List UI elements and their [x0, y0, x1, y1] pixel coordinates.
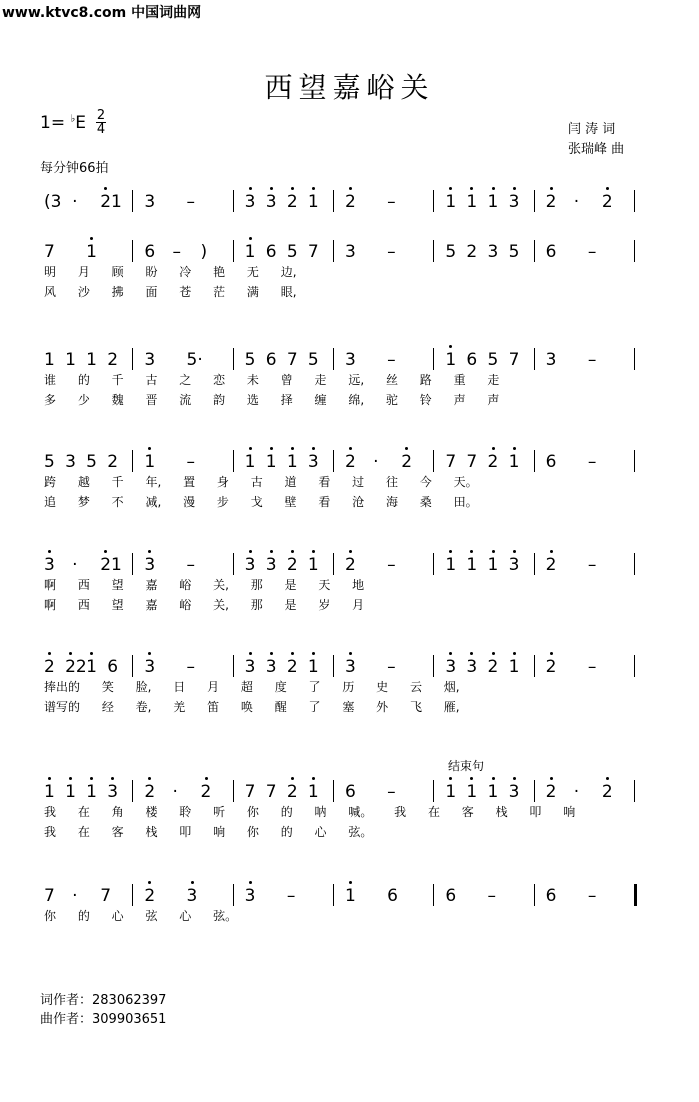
- octave-dot: [349, 881, 352, 884]
- lyric-line: 你 的 心 弦 心 弦。: [44, 909, 238, 923]
- note: 3: [345, 657, 356, 677]
- dash: –: [587, 452, 597, 472]
- note: 6: [265, 350, 277, 370]
- note: 1: [244, 452, 256, 472]
- note: 1: [345, 886, 356, 906]
- octave-dot: [513, 187, 516, 190]
- note: 5: [44, 452, 55, 472]
- barline: [433, 348, 434, 370]
- barline: [433, 553, 434, 575]
- note: 1: [86, 350, 97, 370]
- barline: [534, 450, 535, 472]
- dash: –: [587, 886, 597, 906]
- octave-dot: [513, 652, 516, 655]
- lyric-line: 啊 西 望 嘉 峪 关, 那 是 天 地: [44, 578, 365, 592]
- barline: [233, 348, 234, 370]
- note: 6: [445, 886, 457, 906]
- barline: [233, 190, 234, 212]
- note: 3: [487, 242, 499, 262]
- lyricist-id: 词作者：283062397: [40, 993, 167, 1008]
- octave-dot: [249, 237, 252, 240]
- barline: [433, 655, 434, 677]
- lyric-line: 啊 西 望 嘉 峪 关, 那 是 岁 月: [44, 598, 365, 612]
- note: 7: [44, 242, 55, 262]
- note: 1: [487, 555, 499, 575]
- note: 1: [466, 782, 478, 802]
- octave-dot: [291, 777, 294, 780]
- octave-dot: [48, 777, 51, 780]
- dot-mark: ·: [72, 886, 78, 906]
- octave-dot: [550, 652, 553, 655]
- lyric-line: 谁 的 千 古 之 恋 未 曾 走 远, 丝 路 重 走: [44, 373, 500, 387]
- key-note: E: [75, 113, 86, 133]
- note: 1: [86, 242, 97, 262]
- note: 2: [286, 192, 298, 212]
- octave-dot: [492, 777, 495, 780]
- note: 2: [545, 555, 557, 575]
- octave-dot: [470, 652, 473, 655]
- composer-id: 曲作者：309903651: [40, 1012, 167, 1027]
- octave-dot: [470, 777, 473, 780]
- note: 3: [144, 555, 156, 575]
- score-row: [0, 780, 699, 806]
- dash: –: [387, 242, 396, 262]
- note: 3: [65, 452, 76, 472]
- note: 1: [445, 350, 457, 370]
- barline: [333, 884, 334, 906]
- note: 1: [65, 350, 76, 370]
- note: 7: [466, 452, 478, 472]
- barline: [634, 655, 635, 677]
- barline: [534, 240, 535, 262]
- barline: [534, 348, 535, 370]
- note: 6: [545, 886, 557, 906]
- note: 3: [345, 350, 356, 370]
- barline: [132, 884, 133, 906]
- key-flat: ♭: [70, 113, 76, 125]
- dot-mark: ·: [573, 192, 580, 212]
- note: 6: [265, 242, 277, 262]
- octave-dot: [449, 187, 452, 190]
- note: 3: [244, 192, 256, 212]
- note: 5: [244, 350, 256, 370]
- barline: [233, 655, 234, 677]
- tempo-marking: 每分钟66拍: [40, 161, 109, 176]
- note: 1: [487, 782, 499, 802]
- note: 2: [401, 452, 413, 472]
- dash: –: [172, 242, 181, 262]
- octave-dot: [148, 652, 151, 655]
- octave-dot: [249, 652, 252, 655]
- note: 1: [466, 555, 478, 575]
- octave-dot: [513, 777, 516, 780]
- barline: [333, 553, 334, 575]
- note: 6: [144, 242, 156, 262]
- note: 2: [487, 657, 499, 677]
- barline: [634, 190, 635, 212]
- note: 3: [107, 782, 119, 802]
- score-row: [0, 450, 699, 476]
- barline: [634, 450, 635, 472]
- barline: [132, 553, 133, 575]
- note: 1: [307, 657, 319, 677]
- note: 1: [86, 782, 97, 802]
- note: 2: [286, 555, 298, 575]
- barline: [333, 780, 334, 802]
- dot-mark: ·: [172, 782, 178, 802]
- octave-dot: [191, 881, 194, 884]
- dot-mark: ·: [72, 555, 78, 575]
- note: 2: [286, 657, 298, 677]
- dash: –: [387, 350, 396, 370]
- octave-dot: [449, 652, 452, 655]
- note: 1: [445, 555, 457, 575]
- octave-dot: [312, 447, 315, 450]
- note: 1: [466, 192, 478, 212]
- note: 3: [144, 657, 156, 677]
- score-row: [0, 553, 699, 579]
- barline: [634, 348, 635, 370]
- octave-dot: [349, 550, 352, 553]
- barline: [132, 190, 133, 212]
- octave-dot: [90, 777, 93, 780]
- octave-dot: [449, 777, 452, 780]
- note: 7: [244, 782, 256, 802]
- barline: [634, 553, 635, 575]
- note: 6: [387, 886, 398, 906]
- octave-dot: [349, 447, 352, 450]
- octave-dot: [249, 550, 252, 553]
- octave-dot: [205, 777, 208, 780]
- barline: [132, 780, 133, 802]
- octave-dot: [111, 777, 114, 780]
- note: 21: [100, 555, 122, 575]
- dash: –: [186, 555, 195, 575]
- composer-credit: 张瑞峰 曲: [568, 142, 625, 157]
- barline: [132, 240, 133, 262]
- octave-dot: [249, 881, 252, 884]
- note: 3: [244, 657, 256, 677]
- note: 3: [545, 350, 557, 370]
- octave-dot: [492, 652, 495, 655]
- octave-dot: [48, 550, 51, 553]
- barline: [433, 450, 434, 472]
- octave-dot: [349, 187, 352, 190]
- octave-dot: [405, 447, 408, 450]
- octave-dot: [104, 187, 107, 190]
- note: 6: [545, 452, 557, 472]
- note: 3: [186, 886, 198, 906]
- note: 5: [307, 350, 319, 370]
- note: 3: [508, 782, 520, 802]
- note: 1: [445, 782, 457, 802]
- dot-mark: ·: [72, 192, 78, 212]
- note: 5·: [186, 350, 203, 370]
- note: 1: [307, 192, 319, 212]
- repeat-barline: [433, 780, 434, 802]
- octave-dot: [270, 652, 273, 655]
- note: 5: [286, 242, 298, 262]
- note: 1: [508, 657, 520, 677]
- octave-dot: [48, 652, 51, 655]
- octave-dot: [312, 550, 315, 553]
- note: 7: [100, 886, 112, 906]
- octave-dot: [606, 777, 609, 780]
- barline: [634, 780, 635, 802]
- octave-dot: [550, 187, 553, 190]
- note: 7: [307, 242, 319, 262]
- dash: –: [587, 657, 597, 677]
- note: 5: [508, 242, 520, 262]
- lyric-line: 风 沙 拂 面 苍 茫 满 眼,: [44, 285, 297, 299]
- lyric-line: 追 梦 不 减, 漫 步 戈 壁 看 沧 海 桑 田。: [44, 495, 478, 509]
- octave-dot: [291, 187, 294, 190]
- score-row: [0, 190, 699, 216]
- note: 2: [601, 192, 613, 212]
- note: 3: [244, 555, 256, 575]
- octave-dot: [90, 652, 93, 655]
- note: 3: [44, 555, 55, 575]
- note: 3: [144, 350, 156, 370]
- lyric-line: 我 在 客 栈 叩 响 你 的 心 弦。: [44, 825, 373, 839]
- barline: [534, 884, 535, 906]
- note: 6: [345, 782, 356, 802]
- octave-dot: [148, 881, 151, 884]
- octave-dot: [513, 550, 516, 553]
- dash: –: [387, 192, 396, 212]
- dot-mark: ·: [373, 452, 379, 472]
- octave-dot: [470, 187, 473, 190]
- score-row: [0, 884, 699, 910]
- barline: [534, 190, 535, 212]
- octave-dot: [249, 187, 252, 190]
- dash: –: [186, 192, 195, 212]
- note: 3: [508, 555, 520, 575]
- lyric-line: 多 少 魏 晋 流 韵 选 择 缠 绵, 驼 铃 声 声: [44, 393, 500, 407]
- note: 3: [265, 555, 277, 575]
- barline: [233, 780, 234, 802]
- barline: [132, 450, 133, 472]
- dash: –: [387, 657, 396, 677]
- octave-dot: [550, 777, 553, 780]
- note: 7: [508, 350, 520, 370]
- note: 5: [487, 350, 499, 370]
- barline: [534, 655, 535, 677]
- barline: [333, 240, 334, 262]
- octave-dot: [492, 550, 495, 553]
- note: 7: [265, 782, 277, 802]
- octave-dot: [513, 447, 516, 450]
- note: 3: [508, 192, 520, 212]
- note: 7: [286, 350, 298, 370]
- note: 2: [200, 782, 212, 802]
- octave-dot: [312, 187, 315, 190]
- note: 3: [144, 192, 156, 212]
- dash: –: [387, 782, 396, 802]
- octave-dot: [492, 447, 495, 450]
- octave-dot: [270, 447, 273, 450]
- octave-dot: [148, 777, 151, 780]
- note: 1: [307, 555, 319, 575]
- barline: [233, 450, 234, 472]
- barline: [433, 190, 434, 212]
- note: 1: [144, 452, 156, 472]
- octave-dot: [148, 447, 151, 450]
- octave-dot: [104, 550, 107, 553]
- note: 1: [44, 350, 55, 370]
- octave-dot: [449, 550, 452, 553]
- octave-dot: [550, 550, 553, 553]
- octave-dot: [606, 187, 609, 190]
- lyric-line: 谱写的 经 卷, 羌 笛 唤 醒 了 塞 外 飞 雁,: [44, 700, 460, 714]
- barline: [233, 240, 234, 262]
- note: 21: [100, 192, 122, 212]
- lyric-line: 跨 越 千 年, 置 身 古 道 看 过 往 今 天。: [44, 475, 478, 489]
- octave-dot: [349, 652, 352, 655]
- note: 5: [86, 452, 97, 472]
- note: 1: [86, 657, 97, 677]
- note: 6: [545, 242, 557, 262]
- octave-dot: [270, 550, 273, 553]
- octave-dot: [312, 777, 315, 780]
- note: 2: [345, 452, 356, 472]
- time-sig-bottom: 4: [96, 122, 106, 137]
- octave-dot: [291, 652, 294, 655]
- dash: –: [286, 886, 296, 906]
- key-prefix: 1=: [40, 113, 66, 133]
- lyric-line: 捧出的 笑 脸, 日 月 超 度 了 历 史 云 烟,: [44, 680, 460, 694]
- barline: [534, 780, 535, 802]
- barline: [132, 655, 133, 677]
- note: 2: [345, 192, 356, 212]
- dash: –: [587, 555, 597, 575]
- dash: –: [186, 452, 195, 472]
- octave-dot: [148, 550, 151, 553]
- octave-dot: [69, 777, 72, 780]
- note: 3: [345, 242, 356, 262]
- final-barline: [634, 884, 637, 906]
- dash: –: [587, 242, 597, 262]
- note: 1: [244, 242, 256, 262]
- note: 2: [144, 782, 156, 802]
- time-signature: [96, 110, 106, 135]
- lyric-line: 明 月 顾 盼 冷 艳 无 边,: [44, 265, 297, 279]
- note: 1: [487, 192, 499, 212]
- note: 1: [65, 782, 76, 802]
- octave-dot: [249, 447, 252, 450]
- note: (3: [44, 192, 62, 212]
- note: 3: [265, 657, 277, 677]
- note: 2: [144, 886, 156, 906]
- note: 3: [244, 886, 256, 906]
- barline: [634, 240, 635, 262]
- website-header[interactable]: www.ktvc8.com 中国词曲网: [2, 5, 202, 21]
- note: 1: [445, 192, 457, 212]
- note: 2: [466, 242, 478, 262]
- dash: –: [587, 350, 597, 370]
- octave-dot: [449, 345, 452, 348]
- lyricist-credit: 闫 涛 词: [568, 122, 616, 137]
- dash: –: [186, 657, 195, 677]
- note: 1: [286, 452, 298, 472]
- barline: [433, 884, 434, 906]
- score-row: [0, 240, 699, 266]
- note: 2: [345, 555, 356, 575]
- barline: [333, 450, 334, 472]
- note: 6: [466, 350, 478, 370]
- octave-dot: [291, 550, 294, 553]
- note: 3: [307, 452, 319, 472]
- octave-dot: [270, 187, 273, 190]
- note: 3: [445, 657, 457, 677]
- dash: –: [387, 555, 396, 575]
- note: 1: [44, 782, 55, 802]
- note: 22: [65, 657, 87, 677]
- note: 2: [107, 452, 119, 472]
- note: 2: [286, 782, 298, 802]
- note: 2: [44, 657, 55, 677]
- time-sig-top: 2: [96, 108, 106, 123]
- score-row: [0, 348, 699, 374]
- note: 2: [107, 350, 119, 370]
- barline: [333, 655, 334, 677]
- note: 2: [545, 782, 557, 802]
- score-row: [0, 655, 699, 681]
- lyric-line: 我 在 角 楼 聆 听 你 的 呐 喊。 我 在 客 栈 叩 响: [44, 805, 576, 819]
- barline: [433, 240, 434, 262]
- dash: –: [487, 886, 496, 906]
- octave-dot: [90, 237, 93, 240]
- note: 2: [601, 782, 613, 802]
- barline: [333, 190, 334, 212]
- dot-mark: ·: [573, 782, 580, 802]
- octave-dot: [470, 550, 473, 553]
- note: 3: [466, 657, 478, 677]
- note: 1: [265, 452, 277, 472]
- barline: [132, 348, 133, 370]
- octave-dot: [492, 187, 495, 190]
- note: 3: [265, 192, 277, 212]
- barline: [333, 348, 334, 370]
- barline: [534, 553, 535, 575]
- note: 7: [445, 452, 457, 472]
- note: 1: [307, 782, 319, 802]
- note: 7: [44, 886, 55, 906]
- barline: [233, 553, 234, 575]
- note: 2: [487, 452, 499, 472]
- note: 1: [508, 452, 520, 472]
- key-signature: [40, 113, 86, 133]
- note: 6: [107, 657, 119, 677]
- page-title: 西望嘉峪关: [264, 71, 435, 104]
- note: 2: [545, 657, 557, 677]
- note: 2: [545, 192, 557, 212]
- octave-dot: [291, 447, 294, 450]
- octave-dot: [69, 652, 72, 655]
- note: ): [200, 242, 208, 262]
- barline: [233, 884, 234, 906]
- ending-label: 结束句: [448, 759, 485, 773]
- octave-dot: [312, 652, 315, 655]
- note: 5: [445, 242, 457, 262]
